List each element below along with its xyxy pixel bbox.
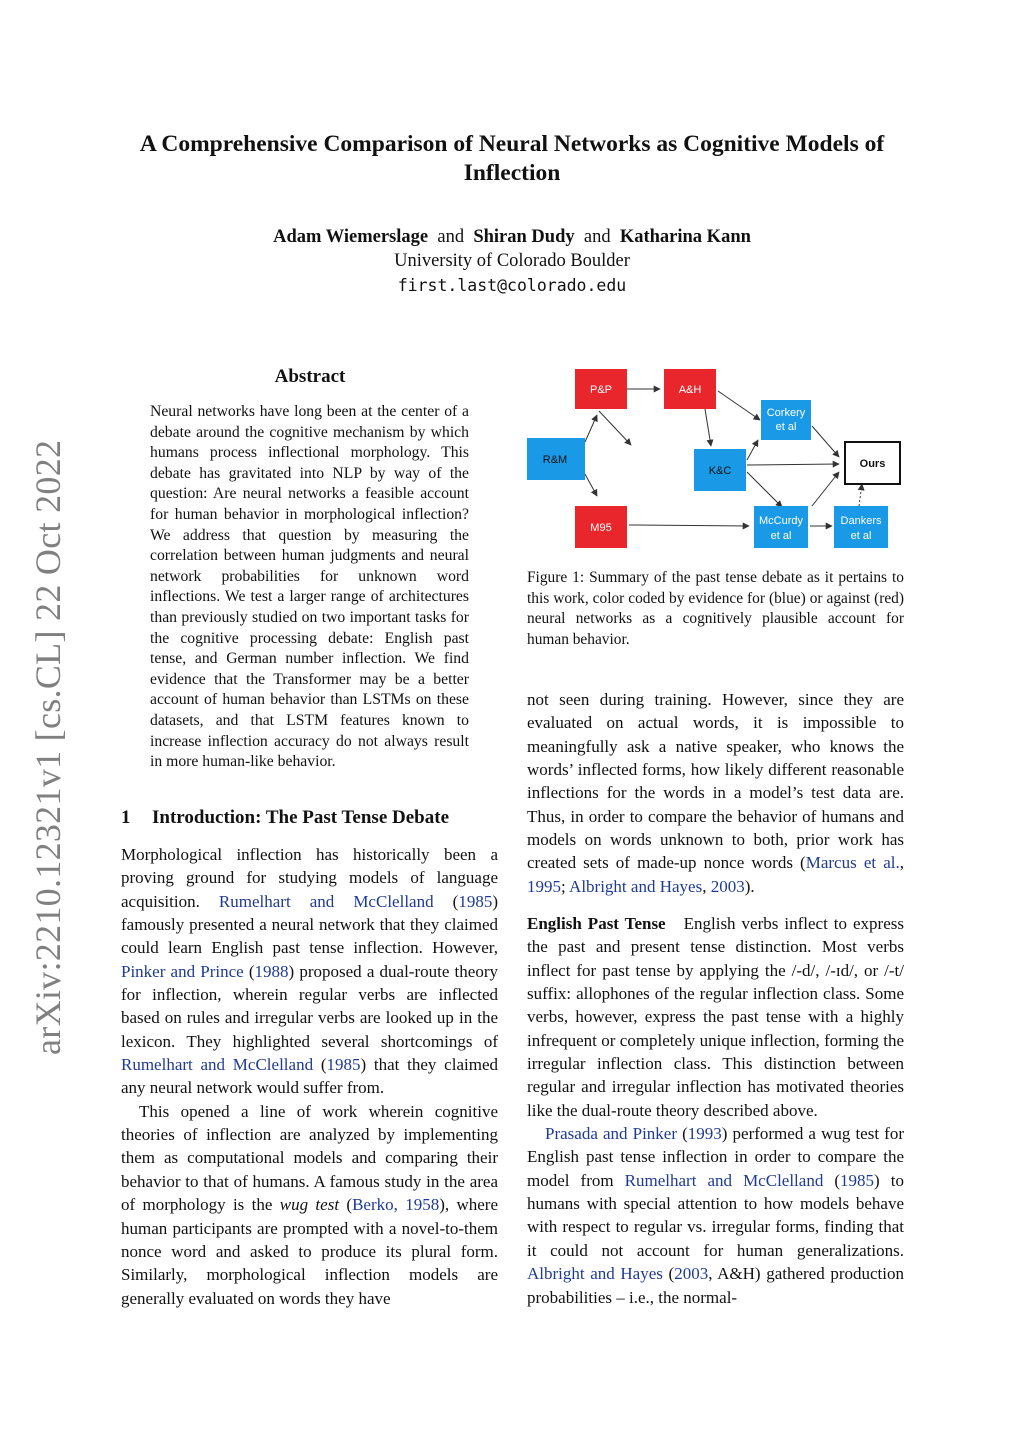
svg-text:M95: M95 — [590, 522, 612, 534]
citation-link[interactable]: Prasada and Pinker — [545, 1124, 677, 1144]
intro-paragraph-1 — [121, 843, 498, 1100]
arxiv-identifier: arXiv:2210.12321v1 [cs.CL] 22 Oct 2022 — [28, 439, 68, 1055]
svg-text:P&P: P&P — [589, 384, 613, 396]
citation-link[interactable]: Rumelhart and McClelland — [624, 1170, 824, 1190]
svg-text:McCurdy: McCurdy — [758, 515, 804, 527]
text-run: ( — [243, 961, 255, 981]
text-run: ( — [339, 1195, 353, 1215]
svg-text:et al: et al — [850, 530, 872, 542]
author-3: Katharina Kann — [619, 227, 751, 247]
node-kc — [694, 449, 746, 491]
citation-link[interactable]: Pinker and Prince — [121, 961, 244, 981]
node-corkery — [761, 400, 811, 440]
paragraph-heading: English Past Tense — [527, 914, 666, 933]
text-run: ( — [433, 891, 459, 911]
author-1: Adam Wiemerslage — [273, 227, 429, 247]
text-run: not seen during training. However, since they are evaluated on actual words, it is impossible to meaningfully ask a native speaker, who knows the words’ inflected forms, how likely different reasonable inflections for the words in a model’s test data are. Thus, in order to compare the behavior of humans and models on words unknown to both, prior work has created sets of made-up nonce words ( — [527, 690, 904, 873]
citation-link[interactable]: 2003 — [710, 876, 745, 896]
section-heading — [121, 806, 501, 830]
text-run: ). — [744, 876, 755, 896]
text-run: English verbs inflect to express the past and present tense distinction. Most verbs inflect for past tense by applying the /-d/, /-ɪd/, or /-t/ suffix: allophones of the regular inflection class. Some verbs, however, express the past tense with a highly infrequent or completely unique inflection, forming the irregular inflection class. This distinction between regular and irregular inflection has motivated theories like the dual-route theory described above. — [527, 914, 904, 1120]
author-line — [100, 226, 924, 249]
text-run: ( — [313, 1055, 327, 1075]
edge-rm-m95 — [585, 474, 597, 496]
citation-link[interactable]: 1995 — [527, 876, 561, 896]
intro-paragraph-2 — [121, 1100, 498, 1310]
text-run: This opened a line of work wherein cognitive theories of inflection are analyzed by implementing them as computational models and comparing their behavior to that of humans. A famous study in the area of morphology is the — [121, 1101, 498, 1215]
text-run: , — [899, 853, 904, 873]
text-run: , A&H) gathered production probabilities – i.e., the normal- — [527, 1264, 904, 1307]
citation-link[interactable]: Albright and Hayes — [527, 1264, 663, 1284]
citation-link[interactable]: Rumelhart and McClelland — [218, 891, 434, 911]
abstract-text: Neural networks have long been at the center of a debate around the cognitive mechanism by which humans process inflectional morphology. This debate has gravitated into NLP by way of the question: Are neural networks a feasible account for human behavior in morphological inflection? We address that question by measuring the correlation between human judgments and neural network probabilities for unknown word inflections. We test a larger range of architectures than previously studied on two important tasks for the cognitive processing debate: English past tense, and German number inflection. We find evidence that the Transformer may be a better account of human behavior than LSTMs on these datasets, and that LSTM features known to increase inflection accuracy do not always result in more human-like behavior. — [150, 403, 469, 771]
text-run: ) performed a wug test for English past tense inflection in order to compare the model from — [527, 1124, 904, 1190]
text-run: ) to humans with special attention to how models behave with respect to regular vs. irregular forms, finding that it could not account for human generalizations. — [527, 1170, 904, 1260]
citation-link[interactable]: Rumelhart and McClelland — [121, 1055, 314, 1075]
english-past-tense-paragraph — [527, 912, 904, 1122]
citation-link[interactable]: 1985 — [840, 1170, 875, 1190]
abstract-heading: Abstract — [274, 366, 346, 387]
figure-1-caption: Figure 1: Summary of the past tense debate as it pertains to this work, color coded by evidence for (blue) or against (red) neural networks as a cognitively plausible account for human behavior. — [527, 569, 904, 648]
edge-m95-mccurdy — [629, 525, 749, 526]
svg-text:et al: et al — [770, 530, 792, 542]
edge-kc-ours — [747, 464, 839, 465]
edge-kc-corkery — [747, 440, 758, 460]
svg-text:et al: et al — [775, 421, 797, 433]
text-run: Morphological inflection has historically been a proving ground for studying models of language acquisition. — [121, 845, 498, 911]
citation-link[interactable]: 2003 — [674, 1264, 709, 1284]
edge-ah-kc — [705, 409, 711, 446]
node-ours — [845, 442, 900, 484]
svg-text:Corkery: Corkery — [766, 407, 806, 419]
citation-link[interactable]: 1985 — [326, 1055, 361, 1075]
text-run: ), where human participants are prompted with a novel-to-them nonce word and asked to produce its plural form. Similarly, morphological inflection models are generally evaluated on words they have — [121, 1195, 498, 1308]
citation-link[interactable]: Berko, 1958 — [352, 1195, 440, 1215]
svg-text:Dankers: Dankers — [840, 515, 882, 527]
edge-dankers-ours — [859, 484, 862, 506]
text-run: ) proposed a dual-route theory for inflection, wherein regular verbs are inflected based on rules and irregular verbs are looked up in the lexicon. They highlighted several shortcomings of — [121, 961, 498, 1051]
edge-rm-pp — [585, 415, 597, 442]
text-run: ; — [561, 876, 570, 896]
text-run: ) that they claimed any neural network would suffer from. — [121, 1055, 498, 1098]
section-title: Introduction: The Past Tense Debate — [152, 807, 449, 828]
prasada-paragraph — [527, 1122, 904, 1309]
node-rm — [527, 438, 585, 480]
svg-text:Ours: Ours — [859, 458, 886, 470]
affiliation: University of Colorado Boulder — [394, 251, 630, 271]
citation-link[interactable]: 1993 — [687, 1124, 722, 1144]
section-number: 1 — [121, 807, 131, 828]
right-column-paragraph-1 — [527, 688, 904, 898]
english-past-tense-text — [527, 914, 904, 1120]
svg-text:K&C: K&C — [708, 465, 732, 477]
edge-pp-kc — [599, 411, 631, 445]
citation-link[interactable]: 1988 — [254, 961, 289, 981]
edge-ah-corkery — [718, 391, 760, 420]
text-run: ( — [823, 1170, 841, 1190]
edge-mccurdy-ours — [812, 472, 839, 506]
figure-1-diagram — [527, 360, 907, 560]
author-2: Shiran Dudy — [473, 227, 575, 247]
node-mccurdy — [754, 506, 808, 548]
node-pp — [575, 369, 627, 409]
right-column-lower — [527, 912, 904, 1309]
text-run: ( — [677, 1124, 688, 1144]
and-word-2: and — [583, 227, 611, 247]
svg-text:A&H: A&H — [678, 384, 702, 396]
edge-corkery-ours — [812, 426, 839, 457]
right-paragraph-1 — [527, 688, 904, 898]
text-run: , — [702, 876, 711, 896]
node-m95 — [575, 506, 627, 548]
and-word-1: and — [437, 227, 465, 247]
paper-title: A Comprehensive Comparison of Neural Networks as Cognitive Models of Inflection — [139, 131, 885, 186]
citation-link[interactable]: Albright and Hayes — [569, 876, 703, 896]
author-email: first.last@colorado.edu — [397, 276, 627, 295]
left-column-body — [121, 843, 498, 1310]
citation-link[interactable]: 1985 — [458, 891, 493, 911]
text-run: ) famously presented a neural network that they claimed could learn English past tense inflection. However, — [121, 891, 498, 958]
node-dankers — [834, 506, 888, 548]
text-run: wug test — [279, 1195, 340, 1215]
text-run: ( — [662, 1264, 675, 1284]
svg-text:R&M: R&M — [542, 454, 568, 466]
node-ah — [664, 369, 716, 409]
citation-link[interactable]: Marcus et al. — [805, 853, 900, 873]
edge-kc-mccurdy — [747, 472, 782, 507]
